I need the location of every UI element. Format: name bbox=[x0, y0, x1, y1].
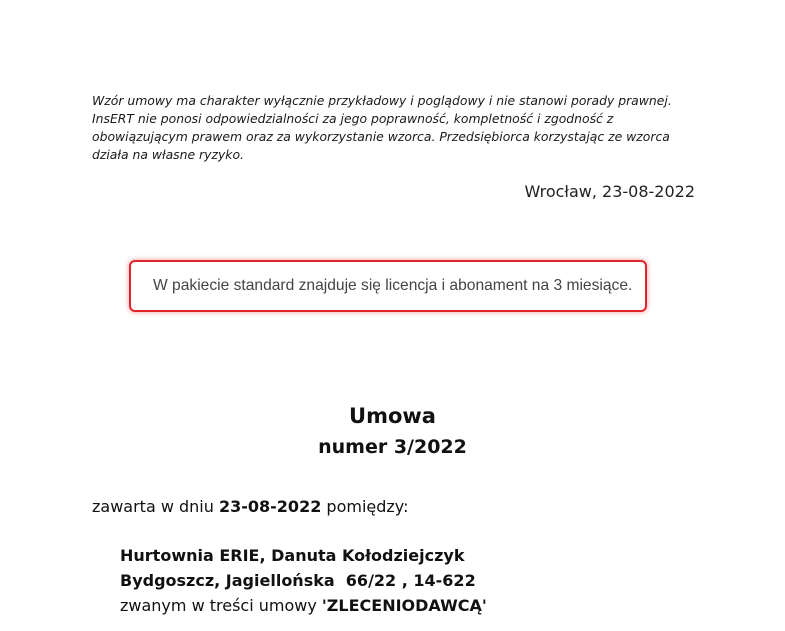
party-name: Hurtownia ERIE, Danuta Kołodziejczyk bbox=[120, 546, 465, 565]
place-and-date: Wrocław, 23-08-2022 bbox=[524, 182, 695, 201]
notice-box bbox=[129, 260, 647, 312]
notice-text: W pakiecie standard znajduje się licencja i abonament na 3 miesiące. bbox=[153, 277, 633, 294]
document-title: Umowa bbox=[349, 404, 436, 428]
party-role-line bbox=[120, 593, 487, 618]
intro-suffix: pomiędzy: bbox=[321, 497, 409, 516]
party-block bbox=[120, 543, 487, 618]
contract-intro bbox=[92, 497, 408, 516]
contract-date: 23-08-2022 bbox=[218, 497, 322, 516]
intro-prefix: zawarta w dniu bbox=[92, 497, 219, 516]
party-role: 'ZLECENIODAWCĄ' bbox=[321, 596, 487, 615]
disclaimer-text: Wzór umowy ma charakter wyłącznie przykładowy i poglądowy i nie stanowi porady prawnej. InsERT nie ponosi odpowiedzialności za jego poprawność, kompletność i zgodność z obowiązującym prawem oraz za wykorzystanie wzorca. Przedsiębiorca korzystając ze wzorca działa na własne ryzyko. bbox=[92, 93, 672, 162]
party-role-prefix: zwanym w treści umowy bbox=[120, 596, 322, 615]
document-number: numer 3/2022 bbox=[318, 436, 467, 458]
party-address: Bydgoszcz, Jagiellońska 66/22 , 14-622 bbox=[120, 571, 476, 590]
